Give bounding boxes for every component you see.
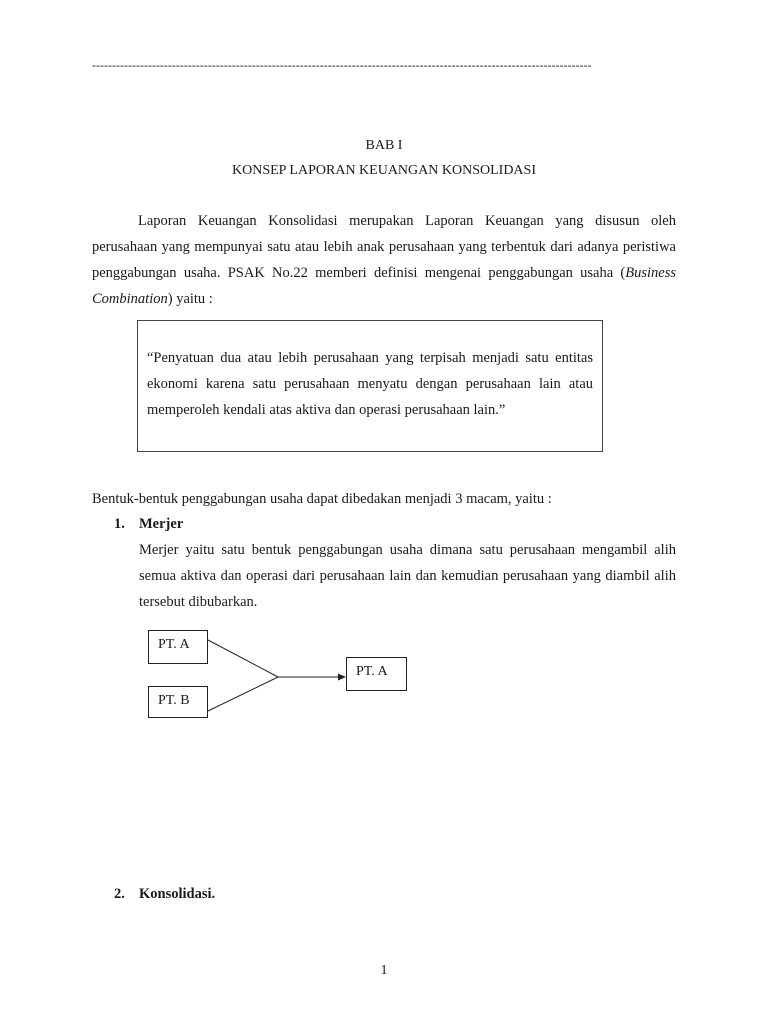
- item-1-description: Merjer yaitu satu bentuk penggabungan usaha dimana satu perusahaan mengambil alih semua aktiva dan operasi dari perusahaan lain dan kemudian perusahaan yang diambil alih tersebut dibubarkan.: [139, 542, 676, 610]
- connector-line-b: [208, 677, 278, 711]
- item-2-number: 2.: [114, 886, 125, 902]
- connector-line-a: [208, 640, 278, 677]
- header-dashed-rule: -----------------------------------------------------------------------------------------------------------------------------: [92, 58, 592, 72]
- chapter-number: BAB I: [365, 138, 403, 153]
- arrow-head-icon: [338, 674, 346, 681]
- business-combination-term: Business Combination: [92, 265, 676, 307]
- page-number: 1: [380, 963, 388, 978]
- definition-quote: “Penyatuan dua atau lebih perusahaan yang terpisah menjadi satu entitas ekonomi karena satu perusahaan menyatu dengan perusahaan lain atau memperoleh kendali atas aktiva dan operasi perusahaan lain.”: [147, 350, 593, 418]
- diagram-box-pt-a: PT. A: [148, 630, 208, 664]
- diagram-box-result: PT. A: [346, 657, 407, 691]
- forms-intro: Bentuk-bentuk penggabungan usaha dapat dibedakan menjadi 3 macam, yaitu :: [92, 491, 552, 507]
- chapter-title: KONSEP LAPORAN KEUANGAN KONSOLIDASI: [232, 163, 536, 178]
- item-1-title: Merjer: [139, 516, 184, 532]
- diagram-box-pt-b: PT. B: [148, 686, 208, 718]
- intro-text-end: ) yaitu :: [167, 291, 213, 307]
- intro-text: Laporan Keuangan Konsolidasi merupakan Laporan Keuangan yang disusun oleh perusahaan yang mempunyai satu atau lebih anak perusahaan yang terbentuk dari adanya peristiwa penggabungan usaha. PSAK No.22 memberi definisi mengenai penggabungan usaha (: [92, 213, 676, 281]
- item-2-title: Konsolidasi.: [139, 886, 216, 902]
- item-1-number: 1.: [114, 516, 125, 532]
